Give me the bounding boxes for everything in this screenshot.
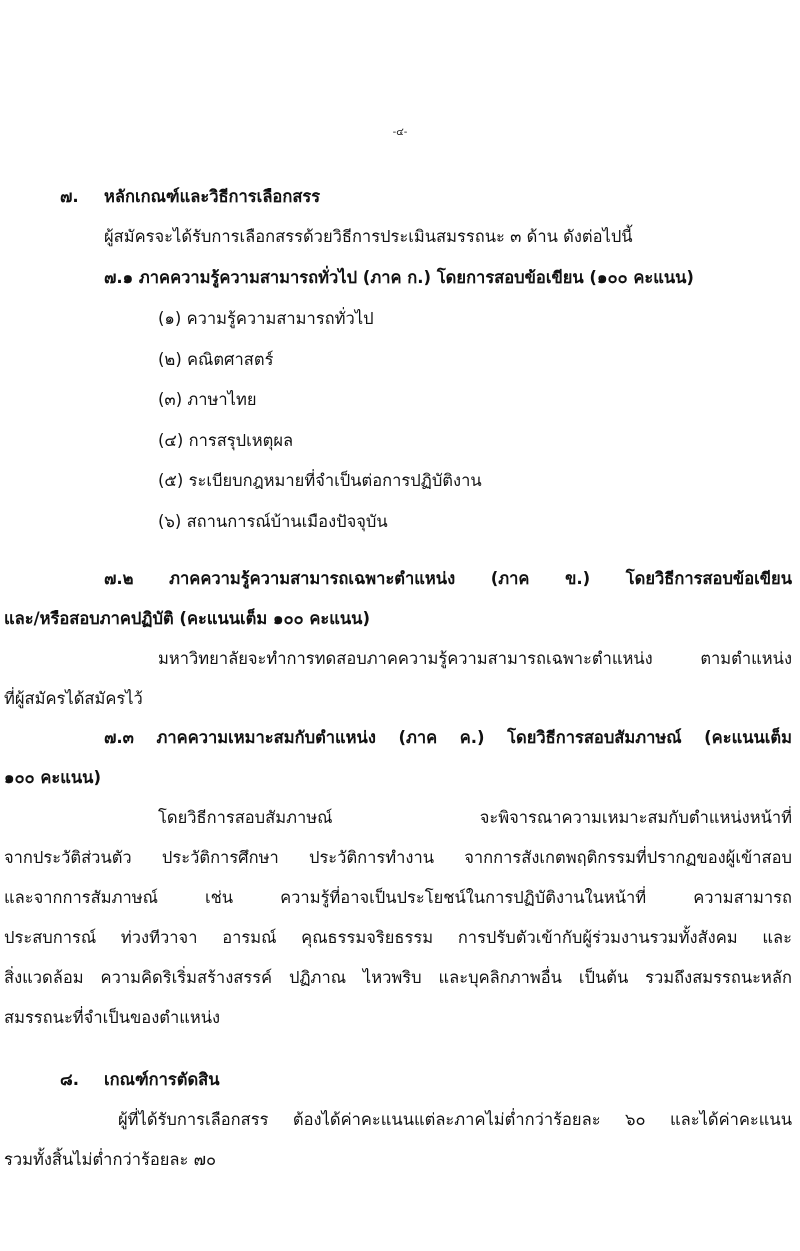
section-7-1-item: (๓) ภาษาไทย (158, 390, 257, 409)
section-7-3-heading-line: ๑๐๐ คะแนน) (4, 768, 101, 787)
section-8-title: เกณฑ์การตัดสิน (104, 1070, 220, 1089)
section-7-2-heading-line: และ/หรือสอบภาคปฏิบัติ (คะแนนเต็ม ๑๐๐ คะแนน) (4, 609, 371, 628)
section-7-1-item: (๖) สถานการณ์บ้านเมืองปัจจุบัน (158, 512, 388, 531)
section-7-2-heading-line: ๗.๒ ภาคความรู้ความสามารถเฉพาะตำแหน่ง (ภาค ข.) โดยวิธีการสอบข้อเขียน (104, 569, 792, 588)
section-7-3-body-line: โดยวิธีการสอบสัมภาษณ์ จะพิจารณาความเหมาะสมกับตำแหน่งหน้าที่ (158, 808, 792, 827)
section-8-heading (60, 1070, 220, 1091)
section-8-body-line: รวมทั้งสิ้นไม่ต่ำกว่าร้อยละ ๗๐ (4, 1150, 217, 1169)
section-7-3-body-line: สิ่งแวดล้อม ความคิดริเริ่มสร้างสรรค์ ปฏิภาณ ไหวพริบ และบุคลิกภาพอื่น เป็นต้น รวมถึงสมรรถนะหลัก (4, 968, 792, 987)
section-7-heading (60, 187, 320, 208)
section-7-title: หลักเกณฑ์และวิธีการเลือกสรร (104, 187, 321, 206)
section-7-3-body-line: ประสบการณ์ ท่วงทีวาจา อารมณ์ คุณธรรมจริยธรรม การปรับตัวเข้ากับผู้ร่วมงานรวมทั้งสังคม และ (4, 928, 792, 947)
section-8-number: ๘. (60, 1070, 79, 1089)
section-7-1-item: (๑) ความรู้ความสามารถทั่วไป (158, 309, 374, 328)
section-7-intro: ผู้สมัครจะได้รับการเลือกสรรด้วยวิธีการประเมินสมรรถนะ ๓ ด้าน ดังต่อไปนี้ (104, 227, 633, 246)
section-7-3-body-line: จากประวัติส่วนตัว ประวัติการศึกษา ประวัติการทำงาน จากการสังเกตพฤติกรรมที่ปรากฏของผู้เข้าสอบ (4, 848, 792, 867)
section-7-number: ๗. (60, 187, 79, 206)
section-7-3-body-line: และจากการสัมภาษณ์ เช่น ความรู้ที่อาจเป็นประโยชน์ในการปฏิบัติงานในหน้าที่ ความสามารถ (4, 888, 792, 907)
section-7-1-item: (๔) การสรุปเหตุผล (158, 431, 294, 450)
section-7-2-body-line: ที่ผู้สมัครได้สมัครไว้ (4, 689, 143, 708)
page-number: -๔- (392, 127, 408, 138)
section-7-3-body-line: สมรรถนะที่จำเป็นของตำแหน่ง (4, 1008, 221, 1027)
section-7-1-item: (๒) คณิตศาสตร์ (158, 350, 274, 369)
section-7-2-body-line: มหาวิทยาลัยจะทำการทดสอบภาคความรู้ความสามารถเฉพาะตำแหน่ง ตามตำแหน่ง (158, 649, 792, 668)
section-7-1-heading: ๗.๑ ภาคความรู้ความสามารถทั่วไป (ภาค ก.) โดยการสอบข้อเขียน (๑๐๐ คะแนน) (104, 268, 694, 287)
section-8-body-line: ผู้ที่ได้รับการเลือกสรร ต้องได้ค่าคะแนนแต่ละภาคไม่ต่ำกว่าร้อยละ ๖๐ และได้ค่าคะแนน (118, 1110, 792, 1129)
section-7-1-item: (๕) ระเบียบกฎหมายที่จำเป็นต่อการปฏิบัติงาน (158, 471, 482, 490)
section-7-3-heading-line: ๗.๓ ภาคความเหมาะสมกับตำแหน่ง (ภาค ค.) โดยวิธีการสอบสัมภาษณ์ (คะแนนเต็ม (104, 728, 792, 747)
